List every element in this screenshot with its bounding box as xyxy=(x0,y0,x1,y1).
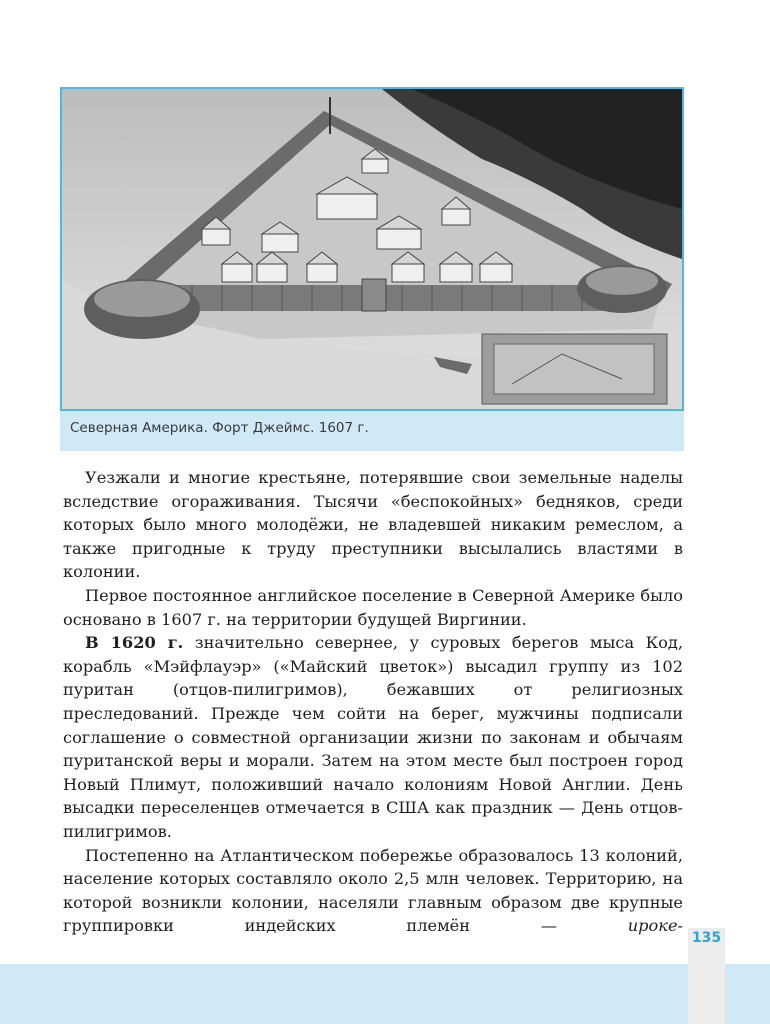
page-number: 135 xyxy=(691,930,722,946)
footer-band xyxy=(0,964,770,1024)
body-text xyxy=(63,466,683,938)
figure xyxy=(60,87,684,451)
italic-word: ироке- xyxy=(627,916,683,936)
fort-james-illustration xyxy=(60,87,684,411)
bold-date: В 1620 г. xyxy=(85,633,184,653)
paragraph-text: значительно севернее, у суровых берегов мыса Код, корабль «Мэйфлауэр» («Майский цветок») высадил группу из 102 пуритан (отцов-пилигримов), бежавших от религиозных преследований. Прежде чем сойти на берег, мужчины подписали соглашение о совместной организации жизни по законам и обычаям пуританской веры и морали. Затем на этом месте был построен город Новый Плимут, положивший начало колониям Новой Англии. День высадки переселенцев отмечается в США как праздник — День отцов-пилигримов. xyxy=(63,633,683,841)
paragraph-text: Постепенно на Атлантическом побережье образовалось 13 колоний, население которых составляло около 2,5 млн человек. Территорию, на которой возникли колонии, населяли главным образом две крупные группировки индейских племён — xyxy=(63,845,683,936)
paragraph xyxy=(63,844,683,938)
figure-caption: Северная Америка. Форт Джеймс. 1607 г. xyxy=(70,420,369,436)
paragraph: Первое постоянное английское поселение в Северной Америке было основано в 1607 г. на территории будущей Виргинии. xyxy=(63,585,683,629)
paragraph xyxy=(63,631,683,843)
paragraph: Уезжали и многие крестьяне, потерявшие свои земельные наделы вследствие огораживания. Тысячи «беспокойных» бедняков, среди которых было много молодёжи, не владевшей никаким ремеслом, а также пригодные к труду преступники высылались властями в колонии. xyxy=(63,468,683,582)
